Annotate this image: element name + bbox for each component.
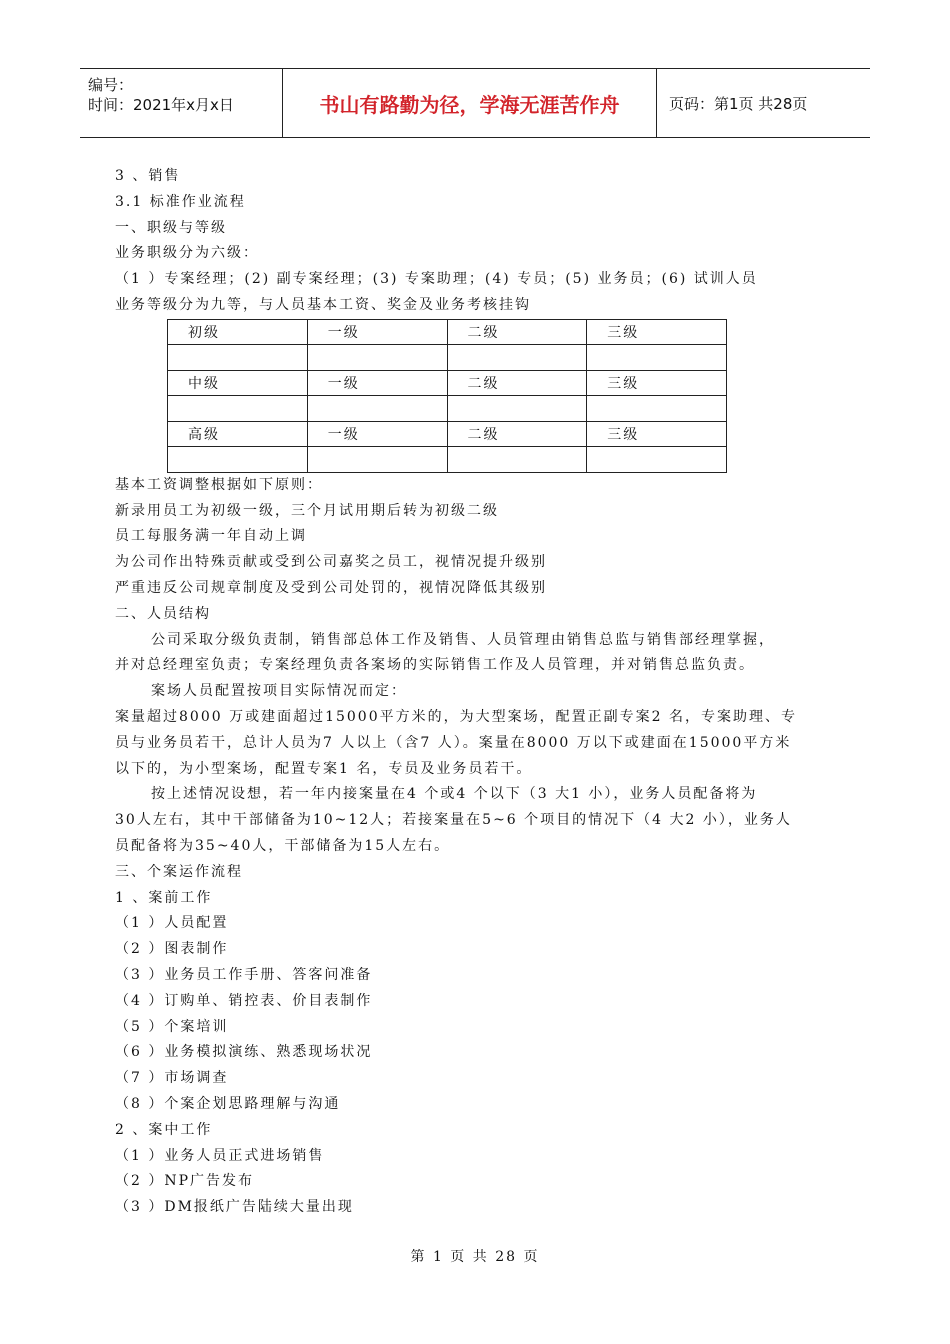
- paragraph-line: 案量超过8000 万或建面超过15000平方米的，为大型案场，配置正副专案2 名，专案助理、专: [115, 708, 797, 725]
- section-heading: 3 、销售: [115, 168, 181, 184]
- table-cell: [587, 396, 727, 422]
- page-footer: 第 1 页 共 28 页: [410, 1249, 540, 1265]
- paragraph-line: （8 ）个案企划思路理解与沟通: [115, 1095, 341, 1112]
- paragraph-line: 员配备将为35~40人，干部储备为15人左右。: [115, 837, 451, 854]
- table-cell: [168, 345, 308, 371]
- table-cell: 二级: [447, 370, 587, 396]
- table-cell: [447, 345, 587, 371]
- section-heading: 一、职级与等级: [115, 219, 227, 236]
- paragraph-line: 业务职级分为六级：: [115, 245, 259, 262]
- header-page-info: 页码：第1页 共28页: [669, 94, 808, 113]
- paragraph-line: 二、人员结构: [115, 605, 211, 622]
- paragraph-line: （1 ）业务人员正式进场销售: [115, 1147, 325, 1164]
- table-cell: 中级: [168, 370, 308, 396]
- table-cell: [307, 345, 447, 371]
- table-row: [168, 447, 727, 473]
- table-row: [168, 370, 727, 396]
- paragraph-line: 30人左右，其中干部储备为10~12人；若接案量在5~6 个项目的情况下（4 大2 小），业务人: [115, 812, 792, 829]
- paragraph-line: （1 ）人员配置: [115, 915, 229, 932]
- table-cell: [447, 396, 587, 422]
- document-body: [115, 164, 835, 1221]
- body-after-table: [115, 473, 835, 1221]
- table-cell: [587, 447, 727, 473]
- paragraph-line: 并对总经理室负责；专案经理负责各案场的实际销售工作及人员管理，并对销售总监负责。: [115, 657, 755, 674]
- paragraph-line: （2 ）NP广告发布: [115, 1173, 255, 1190]
- paragraph-line: 员与业务员若干，总计人员为7 人以上（含7 人）。案量在8000 万以下或建面在15000平方米: [115, 734, 792, 751]
- paragraph-line: （2 ）图表制作: [115, 941, 229, 958]
- table-cell: 一级: [307, 319, 447, 345]
- table-cell: [307, 447, 447, 473]
- paragraph-line: （1 ）专案经理；(2) 副专案经理；(3) 专案助理；(4) 专员；(5) 业务员；(6) 试训人员: [115, 271, 758, 288]
- document-number-label: 编号：: [88, 76, 134, 94]
- paragraph-line: 为公司作出特殊贡献或受到公司嘉奖之员工，视情况提升级别: [115, 554, 547, 571]
- paragraph-line: （4 ）订购单、销控表、价目表制作: [115, 992, 373, 1009]
- header-motto-cell: [282, 69, 657, 137]
- paragraph-line: 2 、案中工作: [115, 1121, 213, 1138]
- paragraph-line: 1 、案前工作: [115, 889, 213, 906]
- paragraph-line: 按上述情况设想，若一年内接案量在4 个或4 个以下（3 大1 小），业务人员配备将为: [151, 786, 758, 803]
- table-row: [168, 421, 727, 447]
- paragraph-line: 基本工资调整根据如下原则：: [115, 476, 323, 493]
- table-cell: 三级: [587, 319, 727, 345]
- table-cell: [307, 396, 447, 422]
- table-cell: 二级: [447, 421, 587, 447]
- paragraph-line: 以下的，为小型案场，配置专案1 名，专员及业务员若干。: [115, 760, 533, 777]
- paragraph-line: 案场人员配置按项目实际情况而定：: [151, 683, 407, 700]
- table-cell: [168, 396, 308, 422]
- paragraph-line: 公司采取分级负责制，销售部总体工作及销售、人员管理由销售总监与销售部经理掌握，: [151, 631, 775, 648]
- table-cell: 一级: [307, 370, 447, 396]
- table-cell: 二级: [447, 319, 587, 345]
- header-left-cell: [80, 69, 282, 137]
- table-row: [168, 345, 727, 371]
- table-cell: 高级: [168, 421, 308, 447]
- paragraph-line: （6 ）业务模拟演练、熟悉现场状况: [115, 1044, 373, 1061]
- paragraph-line: （7 ）市场调查: [115, 1070, 229, 1087]
- table-row: [168, 319, 727, 345]
- subsection-heading: 3.1 标准作业流程: [115, 193, 246, 210]
- paragraph-line: 新录用员工为初级一级，三个月试用期后转为初级二级: [115, 502, 499, 519]
- table-cell: [587, 345, 727, 371]
- paragraph-line: （3 ）DM报纸广告陆续大量出现: [115, 1199, 354, 1216]
- paragraph-line: 三、个案运作流程: [115, 863, 243, 880]
- header-motto: 书山有路勤为径，学海无涯苦作舟: [319, 92, 620, 117]
- document-date-label: 时间：2021年x月x日: [88, 96, 234, 114]
- table-row: [168, 396, 727, 422]
- table-cell: 一级: [307, 421, 447, 447]
- table-cell: 三级: [587, 370, 727, 396]
- grade-table: [167, 319, 727, 473]
- paragraph-line: 业务等级分为九等，与人员基本工资、奖金及业务考核挂钩: [115, 296, 531, 313]
- table-cell: [168, 447, 308, 473]
- page-header: [80, 68, 870, 138]
- paragraph-line: （5 ）个案培训: [115, 1018, 229, 1035]
- body-before-table: [115, 164, 835, 319]
- table-cell: 初级: [168, 319, 308, 345]
- header-page-cell: [657, 69, 870, 137]
- paragraph-line: （3 ）业务员工作手册、答客问准备: [115, 966, 373, 983]
- paragraph-line: 员工每服务满一年自动上调: [115, 528, 307, 545]
- paragraph-line: 严重违反公司规章制度及受到公司处罚的，视情况降低其级别: [115, 579, 547, 596]
- table-cell: [447, 447, 587, 473]
- table-cell: 三级: [587, 421, 727, 447]
